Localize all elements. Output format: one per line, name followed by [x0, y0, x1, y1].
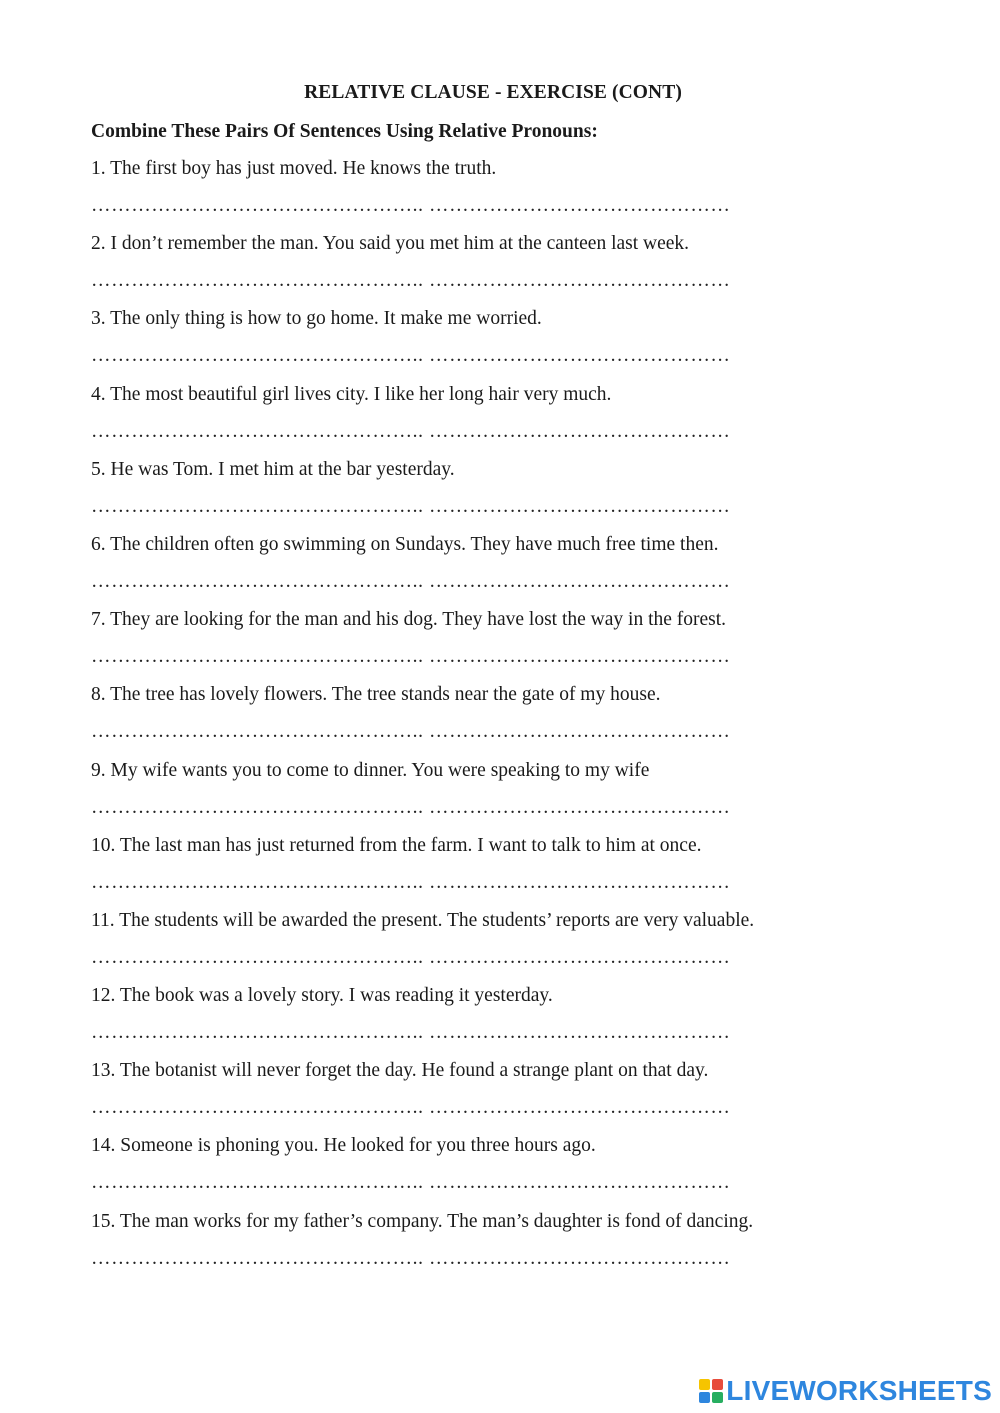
answer-field[interactable]: ………………………………………….. ……………………………………… — [91, 1172, 731, 1194]
question-item — [91, 909, 971, 984]
question-item — [91, 759, 971, 834]
question-text: 9. My wife wants you to come to dinner. You were speaking to my wife — [91, 759, 650, 781]
question-item — [91, 307, 971, 382]
liveworksheets-mark-icon — [699, 1379, 723, 1403]
question-text: 3. The only thing is how to go home. It make me worried. — [91, 308, 542, 330]
question-item — [91, 157, 971, 232]
question-item — [91, 1210, 971, 1285]
question-text: 2. I don’t remember the man. You said you met him at the canteen last week. — [91, 233, 690, 255]
answer-field[interactable]: ………………………………………….. ……………………………………… — [91, 721, 731, 743]
question-text: 14. Someone is phoning you. He looked for you three hours ago. — [91, 1135, 596, 1157]
answer-field[interactable]: ………………………………………….. ……………………………………… — [91, 871, 731, 893]
question-text: 6. The children often go swimming on Sundays. They have much free time then. — [91, 533, 719, 555]
question-item — [91, 1059, 971, 1134]
answer-field[interactable]: ………………………………………….. ……………………………………… — [91, 646, 731, 668]
answer-field[interactable]: ………………………………………….. ……………………………………… — [91, 1022, 731, 1044]
question-text: 1. The first boy has just moved. He knows the truth. — [91, 158, 497, 179]
question-text: 12. The book was a lovely story. I was reading it yesterday. — [91, 985, 553, 1007]
instruction-text: Combine These Pairs Of Sentences Using Relative Pronouns: — [91, 121, 598, 142]
answer-field[interactable]: ………………………………………….. ……………………………………… — [91, 420, 731, 442]
question-text: 7. They are looking for the man and his dog. They have lost the way in the forest. — [91, 609, 727, 631]
question-text: 4. The most beautiful girl lives city. I like her long hair very much. — [91, 383, 612, 405]
answer-field[interactable]: ………………………………………….. ……………………………………… — [91, 570, 731, 592]
answer-field[interactable]: ………………………………………….. ……………………………………… — [91, 1097, 731, 1119]
answer-field[interactable]: ………………………………………….. ……………………………………… — [91, 946, 731, 968]
worksheet-title: RELATIVE CLAUSE - EXERCISE (CONT) — [304, 82, 682, 103]
question-item — [91, 232, 971, 307]
question-item — [91, 834, 971, 909]
question-text: 5. He was Tom. I met him at the bar yesterday. — [91, 458, 455, 480]
question-item — [91, 984, 971, 1059]
question-item — [91, 383, 971, 458]
answer-field[interactable]: ………………………………………….. ……………………………………… — [91, 345, 731, 367]
question-text: 13. The botanist will never forget the day. He found a strange plant on that day. — [91, 1060, 709, 1082]
answer-field[interactable]: ………………………………………….. ……………………………………… — [91, 1247, 731, 1269]
answer-field[interactable]: ………………………………………….. ……………………………………… — [91, 495, 731, 517]
answer-field[interactable]: ………………………………………….. ……………………………………… — [91, 195, 731, 216]
liveworksheets-logo — [699, 1375, 992, 1407]
question-item — [91, 683, 971, 758]
question-text: 15. The man works for my father’s company. The man’s daughter is fond of dancing. — [91, 1210, 754, 1232]
answer-field[interactable]: ………………………………………….. ……………………………………… — [91, 270, 731, 292]
answer-field[interactable]: ………………………………………….. ……………………………………… — [91, 796, 731, 818]
logo-wordmark: LIVEWORKSHEETS — [726, 1375, 992, 1406]
question-item — [91, 533, 971, 608]
question-item — [91, 1134, 971, 1209]
question-item — [91, 608, 971, 683]
question-text: 11. The students will be awarded the present. The students’ reports are very valuable. — [91, 909, 755, 931]
question-text: 8. The tree has lovely flowers. The tree stands near the gate of my house. — [91, 684, 661, 706]
question-item — [91, 458, 971, 533]
question-text: 10. The last man has just returned from the farm. I want to talk to him at once. — [91, 834, 702, 856]
question-list — [91, 157, 971, 1285]
